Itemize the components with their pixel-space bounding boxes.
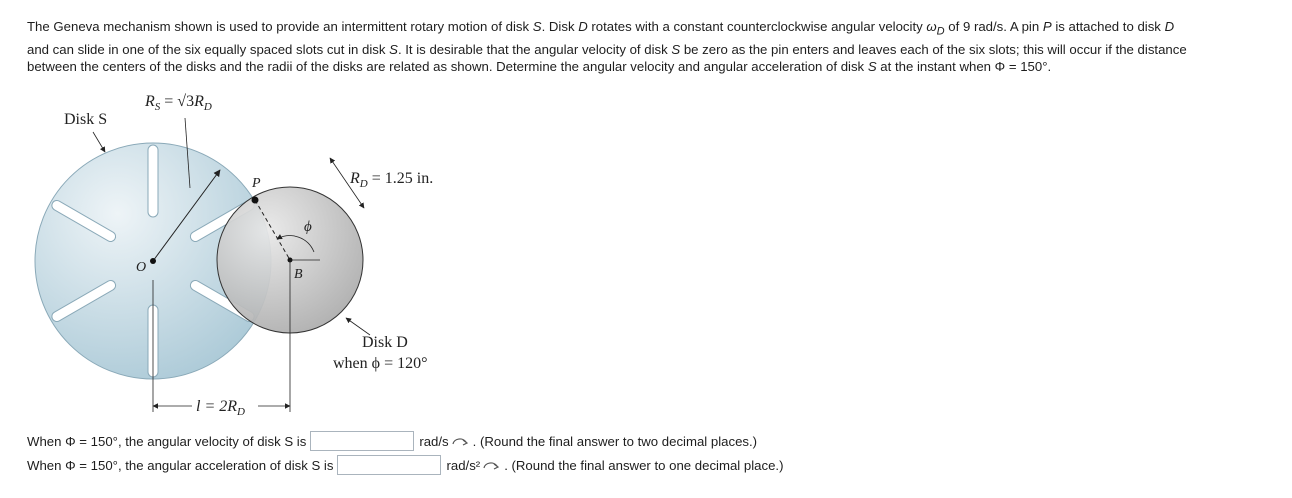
when-phi-label: when ϕ = 120° — [333, 355, 428, 372]
answer-row-velocity — [27, 430, 757, 452]
disk-s-symbol: S — [389, 41, 398, 57]
disk-d-symbol: D — [578, 19, 588, 34]
angular-acceleration-input[interactable] — [337, 455, 441, 475]
q2-note: . (Round the final answer to one decimal place.) — [504, 457, 784, 473]
disk-d-leader — [346, 318, 370, 335]
problem-text: at the instant when Φ = 150°. — [876, 58, 1052, 74]
problem-text: . Disk — [541, 19, 579, 34]
b-label: B — [294, 267, 303, 282]
problem-text: The Geneva mechanism shown is used to provide an intermittent rotary motion of disk — [27, 19, 533, 34]
disk-s-symbol: S — [671, 41, 681, 57]
omega-symbol: ω — [926, 19, 937, 34]
q1-text: When Φ = 150°, the angular velocity of disk S is — [27, 433, 307, 449]
q1-note: . (Round the final answer to two decimal places.) — [472, 433, 758, 449]
answer-row-acceleration — [27, 454, 783, 476]
disk-d-symbol: D — [1164, 19, 1175, 34]
o-label: O — [136, 260, 147, 275]
pin-p-symbol: P — [1042, 19, 1052, 34]
problem-text: be zero as the pin enters and leaves each of the six slots; this will occur if the distance — [680, 41, 1187, 57]
pin-p-dot — [252, 197, 259, 204]
problem-text: is attached to disk — [1051, 19, 1165, 34]
rd-label: $R_D = 1.25$ in. — [350, 170, 434, 190]
disk-d-label: Disk D — [362, 334, 408, 351]
problem-text: of 9 rad/s. A pin — [944, 19, 1043, 34]
ccw-arrow-icon — [451, 435, 469, 447]
problem-text: between the centers of the disks and the radii of the disks are related as shown. Determine the angular velocity and angular acceleration of disk — [27, 58, 868, 74]
l-dim-label: $l = 2R_D$ — [196, 398, 245, 418]
geneva-mechanism-figure — [30, 90, 490, 420]
disk-s-symbol: S — [867, 58, 877, 74]
q2-text: When Φ = 150°, the angular acceleration of disk S is — [27, 457, 334, 473]
problem-text: rotates with a constant counterclockwise angular velocity — [587, 19, 927, 34]
phi-label: ϕ — [304, 219, 312, 235]
disk-s-symbol: S — [532, 19, 542, 34]
ccw-arrow-icon — [482, 459, 500, 471]
disk-s-label: Disk S — [64, 111, 108, 128]
problem-statement — [27, 18, 1282, 75]
center-o-dot — [150, 258, 156, 264]
p-label: P — [252, 176, 261, 191]
q1-unit: rad/s — [419, 433, 449, 449]
rs-label: $R_S = √3R_D$ — [145, 93, 212, 113]
angular-velocity-input[interactable] — [310, 431, 414, 451]
omega-subscript: D — [936, 25, 945, 38]
problem-text: and can slide in one of the six equally spaced slots cut in disk — [27, 41, 390, 57]
problem-text: . It is desirable that the angular velocity of disk — [397, 41, 672, 57]
q2-unit: rad/s² — [446, 457, 481, 473]
disk-s-leader — [93, 132, 105, 152]
